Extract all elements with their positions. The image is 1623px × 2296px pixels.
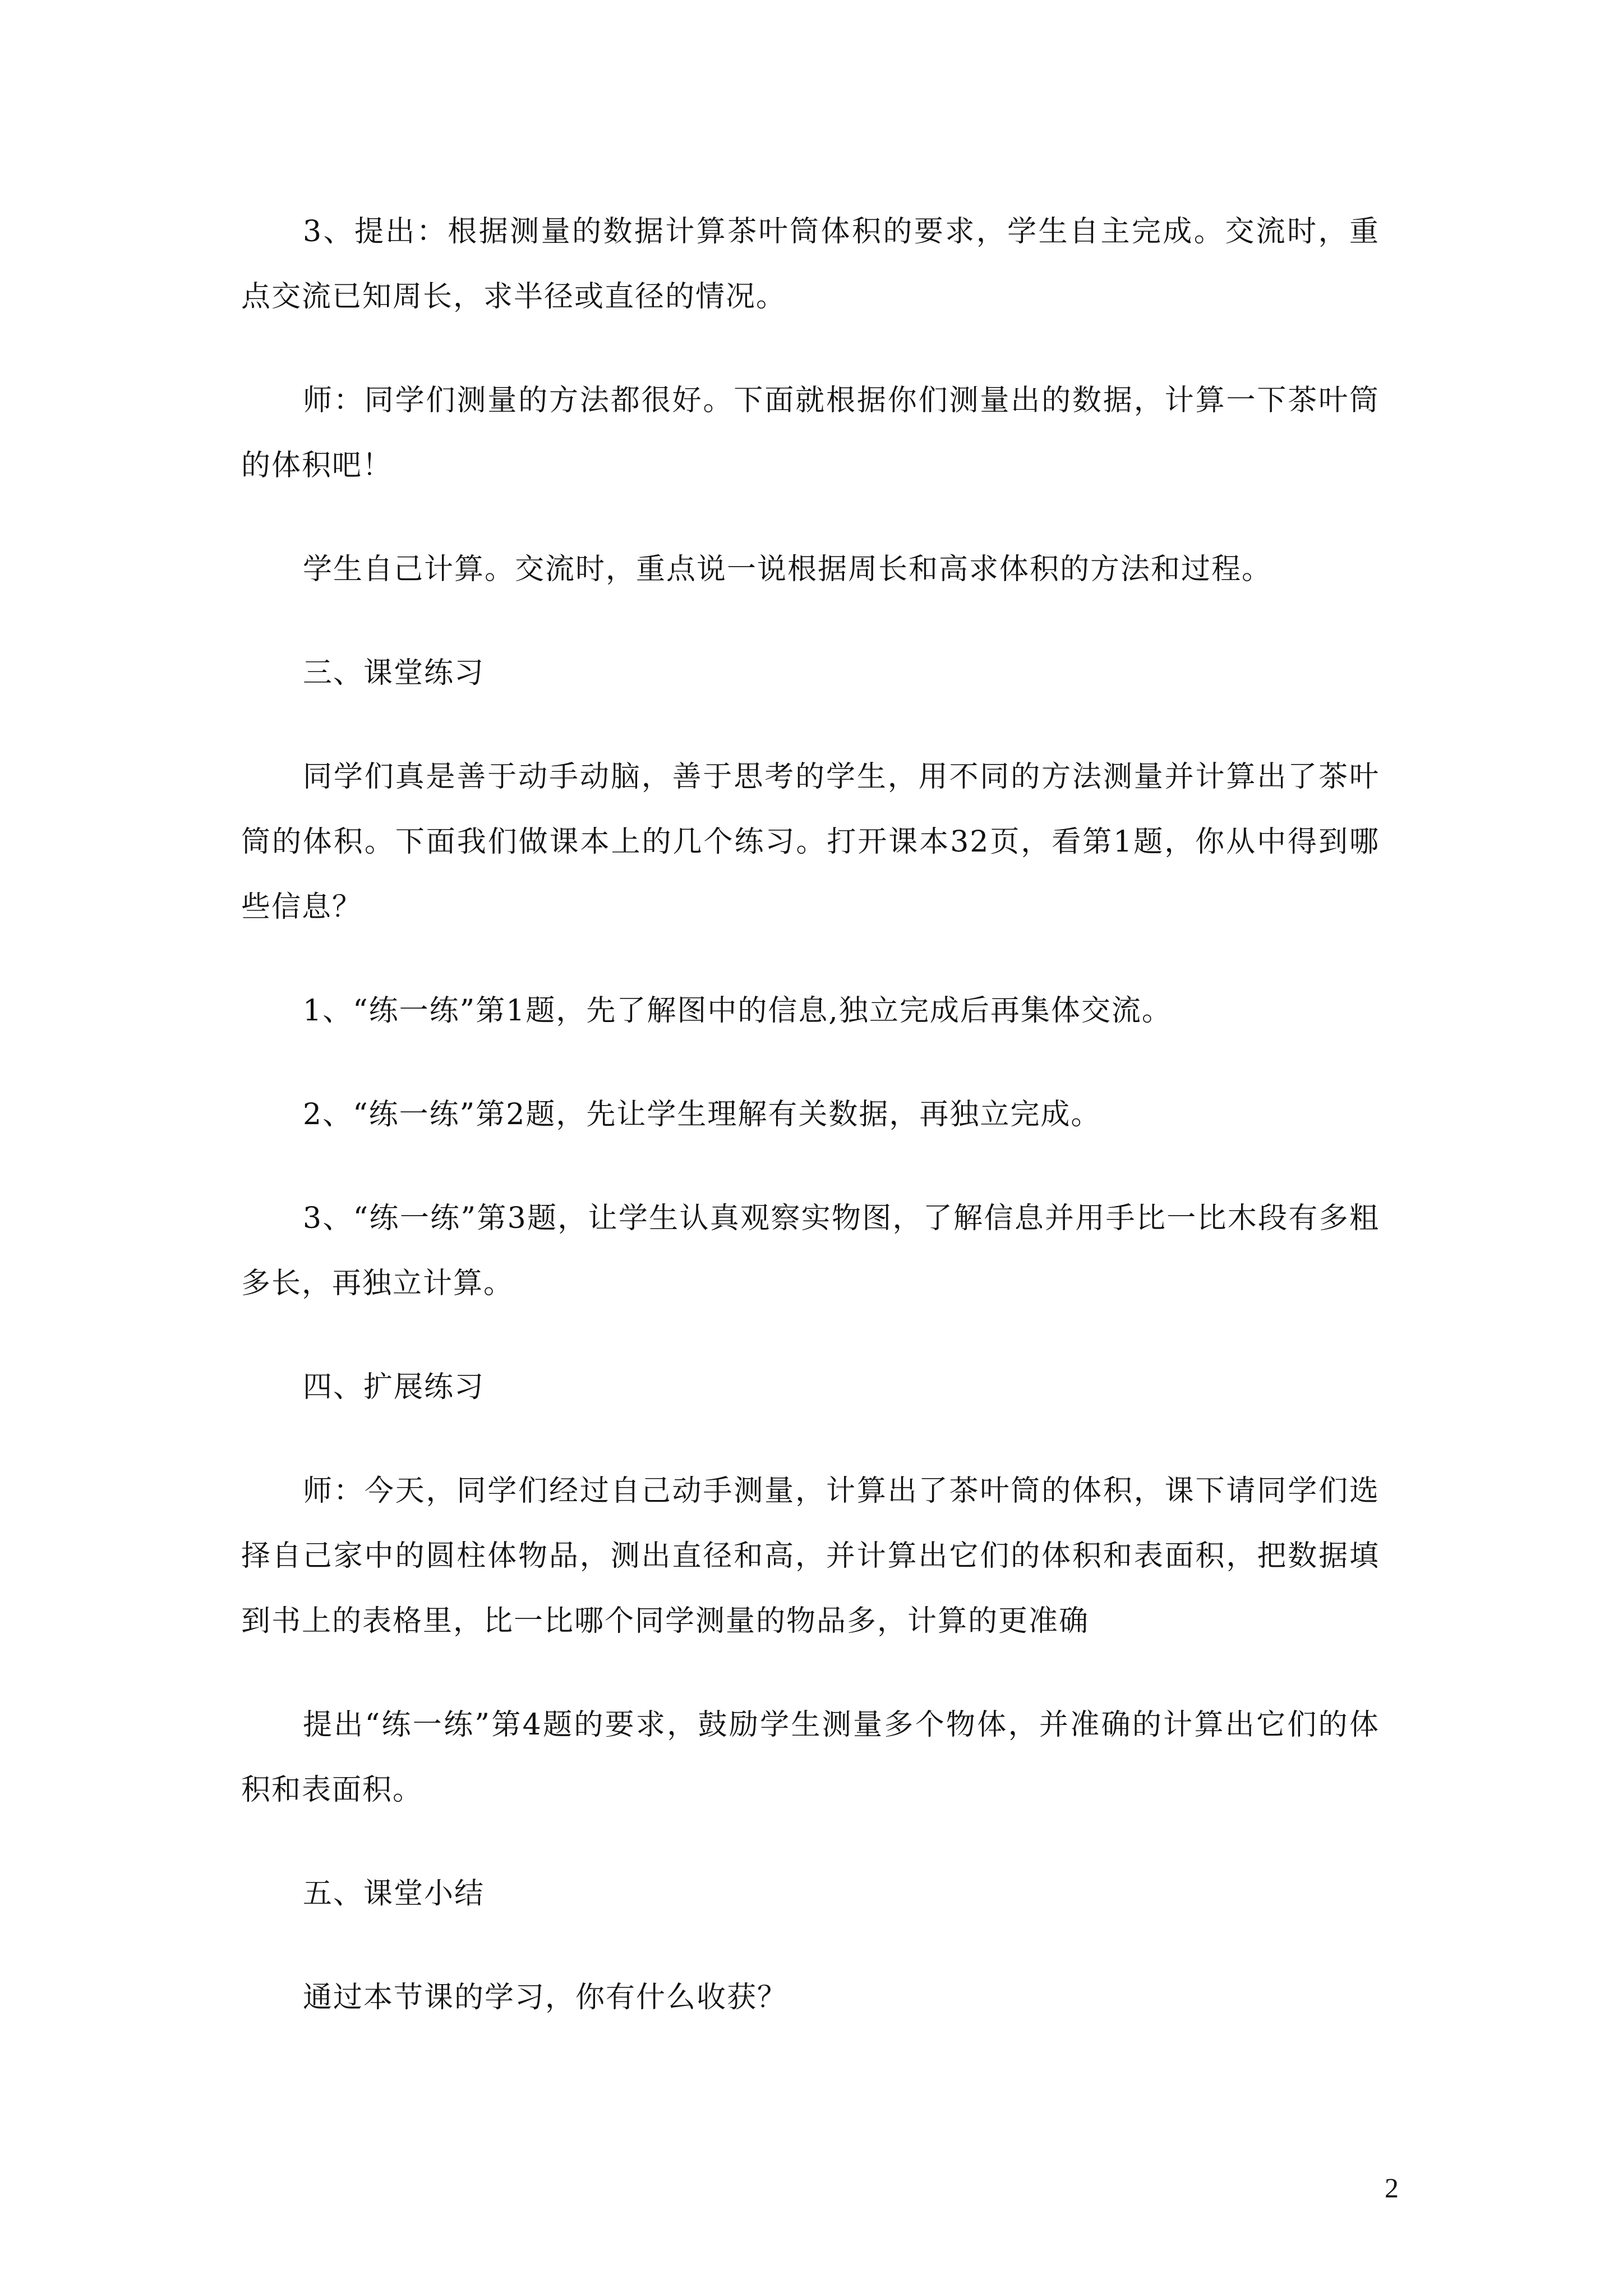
document-body — [241, 199, 1380, 2069]
paragraph-practice-intro: 同学们真是善于动手动脑，善于思考的学生，用不同的方法测量并计算出了茶叶筒的体积。下面我们做课本上的几个练习。打开课本32页，看第1题，你从中得到哪些信息？ — [241, 760, 1380, 924]
section-heading-extended-practice: 四、扩展练习 — [303, 1370, 485, 1404]
paragraph-exercise-4: 提出“练一练”第4题的要求，鼓励学生测量多个物体，并准确的计算出它们的体积和表面积。 — [241, 1708, 1380, 1807]
section-heading-summary: 五、课堂小结 — [303, 1877, 485, 1911]
paragraph-summary-question: 通过本节课的学习，你有什么收获？ — [303, 1981, 788, 2014]
section-heading-classroom-practice: 三、课堂练习 — [303, 656, 485, 690]
paragraph-exercise-2: 2、“练一练”第2题，先让学生理解有关数据，再独立完成。 — [303, 1098, 1101, 1131]
paragraph-step-3-propose: 3、提出：根据测量的数据计算茶叶筒体积的要求，学生自主完成。交流时，重点交流已知周长，求半径或直径的情况。 — [241, 215, 1380, 314]
paragraph-students-calculate: 学生自己计算。交流时，重点说一说根据周长和高求体积的方法和过程。 — [303, 553, 1272, 586]
paragraph-teacher-homework: 师：今天，同学们经过自己动手测量，计算出了茶叶筒的体积，课下请同学们选择自己家中的圆柱体物品，测出直径和高，并计算出它们的体积和表面积，把数据填到书上的表格里，比一比哪个同学测量的物品多，计算的更准确 — [241, 1474, 1380, 1638]
page-number: 2 — [1385, 2172, 1399, 2203]
paragraph-exercise-1: 1、“练一练”第1题，先了解图中的信息,独立完成后再集体交流。 — [303, 994, 1172, 1028]
paragraph-teacher-calculate: 师：同学们测量的方法都很好。下面就根据你们测量出的数据，计算一下茶叶筒的体积吧！ — [241, 384, 1380, 482]
paragraph-exercise-3: 3、“练一练”第3题，让学生认真观察实物图，了解信息并用手比一比木段有多粗多长，再独立计算。 — [241, 1202, 1380, 1300]
